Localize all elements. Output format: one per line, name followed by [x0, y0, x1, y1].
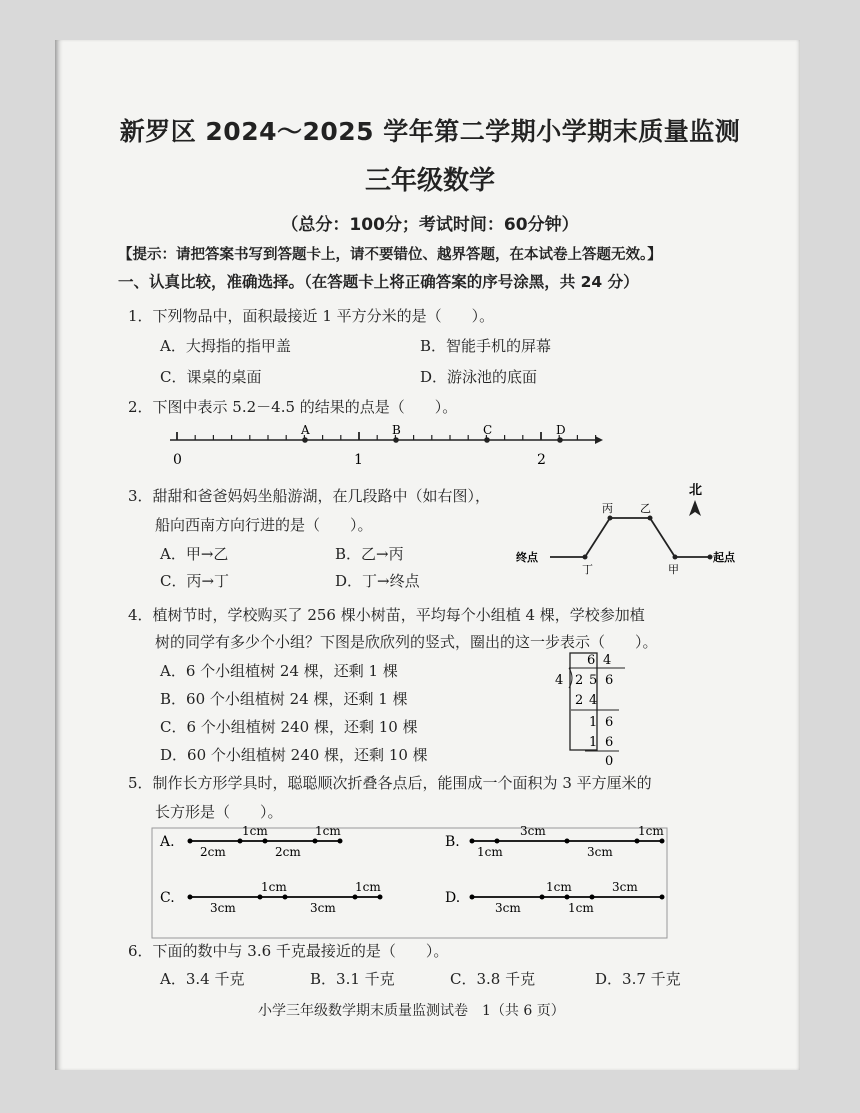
- q6-option-c: C．3.8 千克: [450, 970, 536, 988]
- q3-option-d: D．丁→终点: [335, 572, 420, 590]
- q6-option-d: D．3.7 千克: [595, 970, 681, 988]
- strip-a-seg-3: 2cm: [275, 845, 301, 859]
- fold-strips-box: [150, 826, 670, 941]
- step1-digit-1: 2: [575, 693, 584, 708]
- notice: 【提示：请把答案书写到答题卡上，请不要错位、越界答题，在本试卷上答题无效。】: [118, 247, 662, 263]
- q6-option-a: A．3.4 千克: [160, 970, 245, 988]
- question-3-line2: 船向西南方向行进的是（ ）。: [155, 516, 373, 534]
- map-yi-label: 乙: [640, 502, 651, 515]
- strip-b-seg-3: 3cm: [587, 845, 613, 859]
- map-end-label: 终点: [516, 551, 538, 564]
- strip-c-seg-2: 1cm: [261, 880, 287, 894]
- point-label-a: A: [301, 423, 310, 437]
- question-5-line2: 长方形是（ ）。: [155, 803, 283, 821]
- map-jia-label: 甲: [668, 563, 679, 576]
- q3-option-b: B．乙→丙: [335, 545, 404, 563]
- question-4-line2: 树的同学有多少个小组？下图是欣欣列的竖式，圈出的这一步表示（ ）。: [155, 633, 658, 651]
- quotient-digit-2: 4: [603, 653, 612, 668]
- north-arrow-icon: [689, 500, 701, 516]
- strip-b-seg-2: 3cm: [520, 826, 546, 838]
- strip-d-seg-1: 3cm: [495, 901, 521, 915]
- question-3-line1: 3．甜甜和爸爸妈妈坐船游湖，在几段路中（如右图），: [128, 487, 491, 505]
- step2-digit-2: 6: [605, 735, 614, 750]
- strip-label-d: D.: [445, 890, 461, 906]
- q1-option-b: B．智能手机的屏幕: [420, 337, 552, 355]
- point-label-c: C: [483, 423, 493, 437]
- point-b: [393, 437, 399, 443]
- exam-subtitle: 三年级数学: [364, 166, 495, 196]
- exam-meta: （总分：100分；考试时间：60分钟）: [281, 215, 579, 235]
- divisor: 4: [555, 673, 564, 688]
- question-5-line1: 5．制作长方形学具时，聪聪顺次折叠各点后，能围成一个面积为 3 平方厘米的: [128, 774, 652, 792]
- rem1-digit-2: 6: [605, 715, 614, 730]
- north-label: 北: [689, 483, 703, 498]
- strip-a-seg-4: 1cm: [315, 826, 341, 838]
- long-division: [545, 648, 655, 768]
- point-c: [484, 437, 490, 443]
- strip-c-seg-4: 1cm: [355, 880, 381, 894]
- strip-b-seg-4: 1cm: [638, 826, 664, 838]
- map-start-label: 起点: [713, 551, 735, 564]
- map-bing-label: 丙: [602, 502, 613, 515]
- strip-label-a: A.: [160, 834, 175, 850]
- strip-label-b: B.: [445, 834, 460, 850]
- lake-route-map: [490, 480, 740, 580]
- q4-option-d: D．60 个小组植树 240 棵，还剩 10 棵: [160, 746, 428, 764]
- step1-digit-2: 4: [589, 693, 598, 708]
- q4-option-a: A．6 个小组植树 24 棵，还剩 1 棵: [160, 662, 398, 680]
- strip-a-seg-2: 1cm: [242, 826, 268, 838]
- page-footer: 小学三年级数学期末质量监测试卷 1（共 6 页）: [258, 1003, 565, 1019]
- strip-a-seg-1: 2cm: [200, 845, 226, 859]
- question-1: 1．下列物品中，面积最接近 1 平方分米的是（ ）。: [128, 307, 495, 325]
- q4-option-c: C．6 个小组植树 240 棵，还剩 10 棵: [160, 718, 418, 736]
- question-6: 6．下面的数中与 3.6 千克最接近的是（ ）。: [128, 942, 449, 960]
- tick-label-0: 0: [173, 452, 182, 468]
- strip-d-seg-3: 1cm: [568, 901, 594, 915]
- strip-c-seg-1: 3cm: [210, 901, 236, 915]
- quotient-digit-1: 6: [587, 653, 596, 668]
- tick-label-1: 1: [354, 452, 363, 468]
- question-4-line1: 4．植树节时，学校购买了 256 棵小树苗，平均每个小组植 4 棵，学校参加植: [128, 606, 645, 624]
- point-a: [302, 437, 308, 443]
- q1-option-d: D．游泳池的底面: [420, 368, 538, 386]
- q4-option-b: B．60 个小组植树 24 棵，还剩 1 棵: [160, 690, 408, 708]
- point-label-d: D: [556, 423, 566, 437]
- step2-digit-1: 1: [589, 735, 598, 750]
- rem1-digit-1: 1: [589, 715, 598, 730]
- strip-d-seg-4: 3cm: [612, 880, 638, 894]
- dividend-digit-3: 6: [605, 673, 614, 688]
- final-remainder: 0: [605, 754, 614, 768]
- point-label-b: B: [392, 423, 401, 437]
- question-2: 2．下图中表示 5.2－4.5 的结果的点是（ ）。: [128, 398, 458, 416]
- strip-label-c: C.: [160, 890, 175, 906]
- point-d: [557, 437, 563, 443]
- dividend-digit-1: 2: [575, 673, 584, 688]
- q1-option-a: A．大拇指的指甲盖: [160, 337, 291, 355]
- strip-c-seg-3: 3cm: [310, 901, 336, 915]
- number-line: [165, 420, 605, 470]
- section-heading: 一、认真比较，准确选择。（在答题卡上将正确答案的序号涂黑，共 24 分）: [118, 273, 639, 291]
- q3-option-a: A．甲→乙: [160, 545, 229, 563]
- q6-option-b: B．3.1 千克: [310, 970, 395, 988]
- dividend-digit-2: 5: [589, 673, 598, 688]
- q1-option-c: C．课桌的桌面: [160, 368, 262, 386]
- tick-label-2: 2: [537, 452, 546, 468]
- strip-b-seg-1: 1cm: [477, 845, 503, 859]
- strip-d-seg-2: 1cm: [546, 880, 572, 894]
- exam-title: 新罗区 2024～2025 学年第二学期小学期末质量监测: [119, 117, 741, 146]
- q3-option-c: C．丙→丁: [160, 572, 230, 590]
- map-ding-label: 丁: [582, 563, 593, 576]
